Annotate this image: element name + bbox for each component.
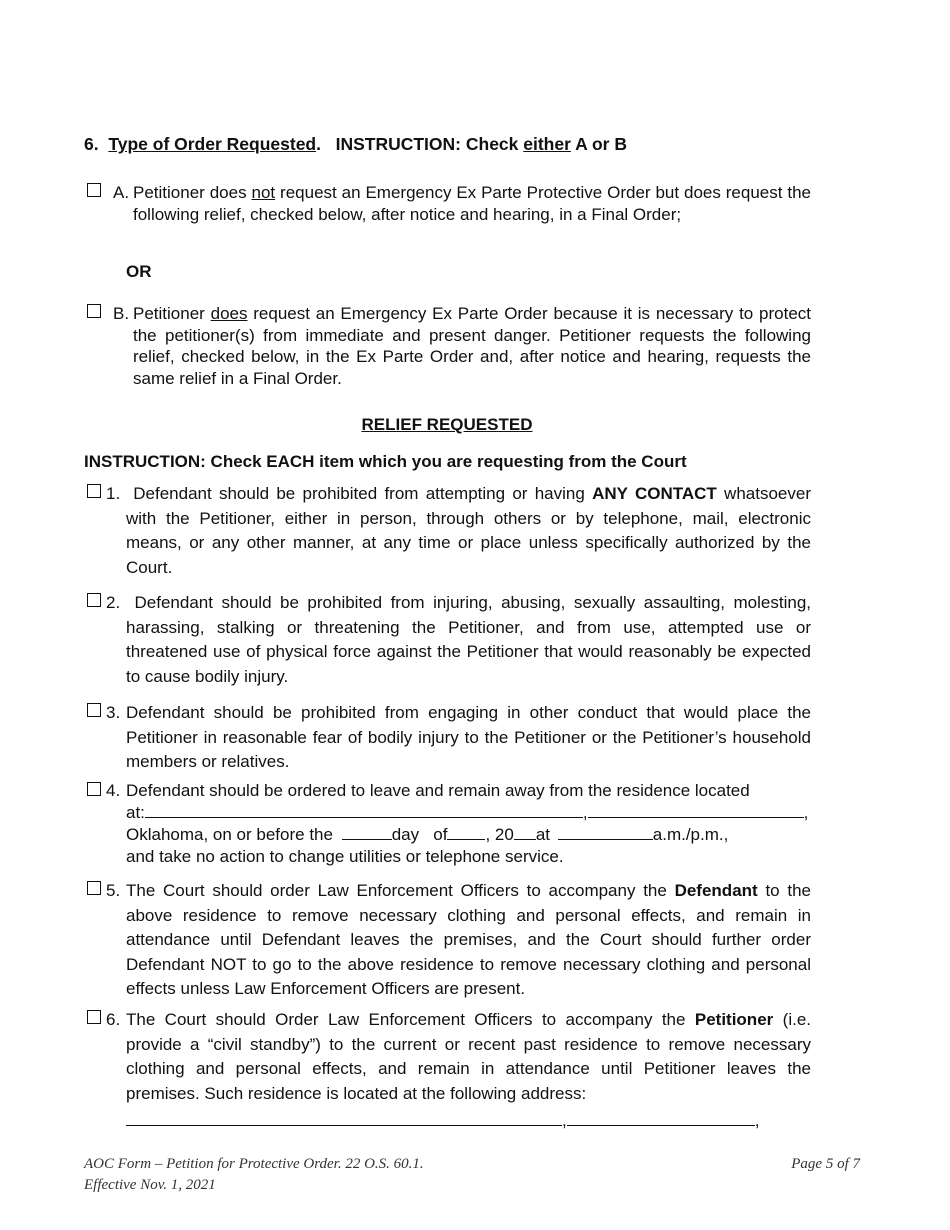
item-4-number: 4. [106,781,121,800]
item-6-address-line [126,1110,759,1131]
option-b-text-2: request an Emergency Ex Parte Order because it is necessary to protect the petitioner(s) from immediate and present danger. Petitioner requests the following relief, checked below, in the Ex Parte Order and, after notice and hearing, requests the same relief in a Final Order. [133,304,812,388]
item-1-text [126,482,811,580]
or-label: OR [126,262,152,281]
item-6-text [126,1008,811,1106]
item-5-number: 5. [106,881,121,900]
footer-effective-date: Effective Nov. 1, 2021 [84,1177,216,1193]
footer-page-number: Page 5 of 7 [791,1156,860,1172]
item-1-text-2: whatsoever with the Petitioner, either in person, through others or by telephone, mail, electronic means, or any other manner, at any time or place unless specifically authorized by the Court. [126,484,811,577]
item-6-bold: Petitioner [694,1010,774,1029]
item-5-text-1: The Court should order Law Enforcement Officers to accompany the [126,881,675,900]
footer-left [84,1154,424,1196]
section-title-period: . [316,134,321,154]
item-4-at-time: at [535,825,551,844]
item-3-checkbox[interactable] [87,703,101,717]
item-4-comma: , [582,803,588,822]
item-2-checkbox[interactable] [87,593,101,607]
item-4-address-city-field[interactable] [588,802,804,818]
item-4-month-field[interactable] [447,824,485,840]
item-6-address-street-field[interactable] [126,1110,562,1126]
instruction-either: either [523,134,571,154]
item-1-bold: ANY CONTACT [592,484,717,503]
item-6-address-city-field[interactable] [567,1110,755,1126]
item-5-text [126,879,811,1002]
item-6-comma: , [562,1111,567,1130]
option-a-checkbox[interactable] [87,183,101,197]
item-2-number: 2. [106,593,121,612]
instruction-prefix: INSTRUCTION: Check [335,134,524,154]
item-4-of: of [433,825,448,844]
item-4-checkbox[interactable] [87,782,101,796]
item-5-checkbox[interactable] [87,881,101,895]
option-a-text-2: request an Emergency Ex Parte Protective Order but does request the following relief, checked below, after notice and hearing, in a Final Order; [133,183,812,224]
item-4-line-1: Defendant should be ordered to leave and remain away from the residence located [126,781,750,800]
instruction-suffix: A or B [570,134,627,154]
item-4-date-line [126,824,816,846]
item-4-address-line [126,802,816,824]
item-4-comma-20: , 20 [485,825,514,844]
item-4-comma-2: , [803,803,809,822]
option-b-text-1: Petitioner [133,304,211,323]
item-4-text [126,780,816,868]
item-6-text-1: The Court should Order Law Enforcement Officers to accompany the [126,1010,695,1029]
option-a-letter: A. [113,183,130,202]
section-6-heading [84,134,627,155]
item-4-day-field[interactable] [342,824,392,840]
item-1-checkbox[interactable] [87,484,101,498]
item-6-checkbox[interactable] [87,1010,101,1024]
option-b-does: does [210,304,248,323]
item-3-text: Defendant should be prohibited from engaging in other conduct that would place the Petitioner in reasonable fear of bodily injury to the Petitioner or the Petitioner’s household members or relatives. [126,703,811,771]
section-title: Type of Order Requested [108,134,317,154]
item-5-text-2: to the above residence to remove necessary clothing and personal effects, and remain in attendance until Defendant leaves the premises, and the Court should further order Defendant NOT to go to the above residence to remove necessary clothing and personal effects unless Law Enforcement Officers are present. [126,881,811,998]
option-b-text [133,303,811,389]
item-4-oklahoma: Oklahoma, on or before the [126,825,333,844]
option-a-not: not [251,183,276,202]
option-a-text-1: Petitioner does [133,183,252,202]
item-6-comma-2: , [754,1111,760,1130]
option-a-text [133,182,811,225]
item-4-line-4: and take no action to change utilities or telephone service. [126,847,564,866]
item-1-text-1: Defendant should be prohibited from attempting or having [133,484,593,503]
item-4-time-field[interactable] [558,824,653,840]
item-4-year-field[interactable] [514,824,536,840]
item-4-at: at: [126,803,145,822]
item-5-bold: Defendant [674,881,758,900]
footer-form-title: AOC Form – Petition for Protective Order. 22 O.S. 60.1. [84,1156,424,1172]
item-6-text-2: (i.e. provide a “civil standby”) to the current or recent past residence to remove necessary clothing and personal effects, and remain in attendance until Petitioner leaves the premises. Such residence is located at the following address: [126,1010,811,1103]
item-1-number: 1. [106,484,121,503]
relief-requested-title: RELIEF REQUESTED [361,415,533,434]
item-4-address-street-field[interactable] [145,802,583,818]
option-b-letter: B. [113,304,130,323]
item-3-number: 3. [106,703,121,722]
item-2-text [126,591,811,689]
item-4-day: day [391,825,420,844]
option-b-checkbox[interactable] [87,304,101,318]
relief-instruction: INSTRUCTION: Check EACH item which you are requesting from the Court [84,452,687,471]
item-2-text-body: Defendant should be prohibited from injuring, abusing, sexually assaulting, molesting, harassing, stalking or threatening the Petitioner, and from use, attempted use or threatened use of physical force against the Petitioner that would reasonably be expected to cause bodily injury. [126,593,811,686]
item-6-number: 6. [106,1010,121,1029]
item-4-ampm: a.m./p.m., [652,825,729,844]
section-number: 6. [84,134,99,154]
